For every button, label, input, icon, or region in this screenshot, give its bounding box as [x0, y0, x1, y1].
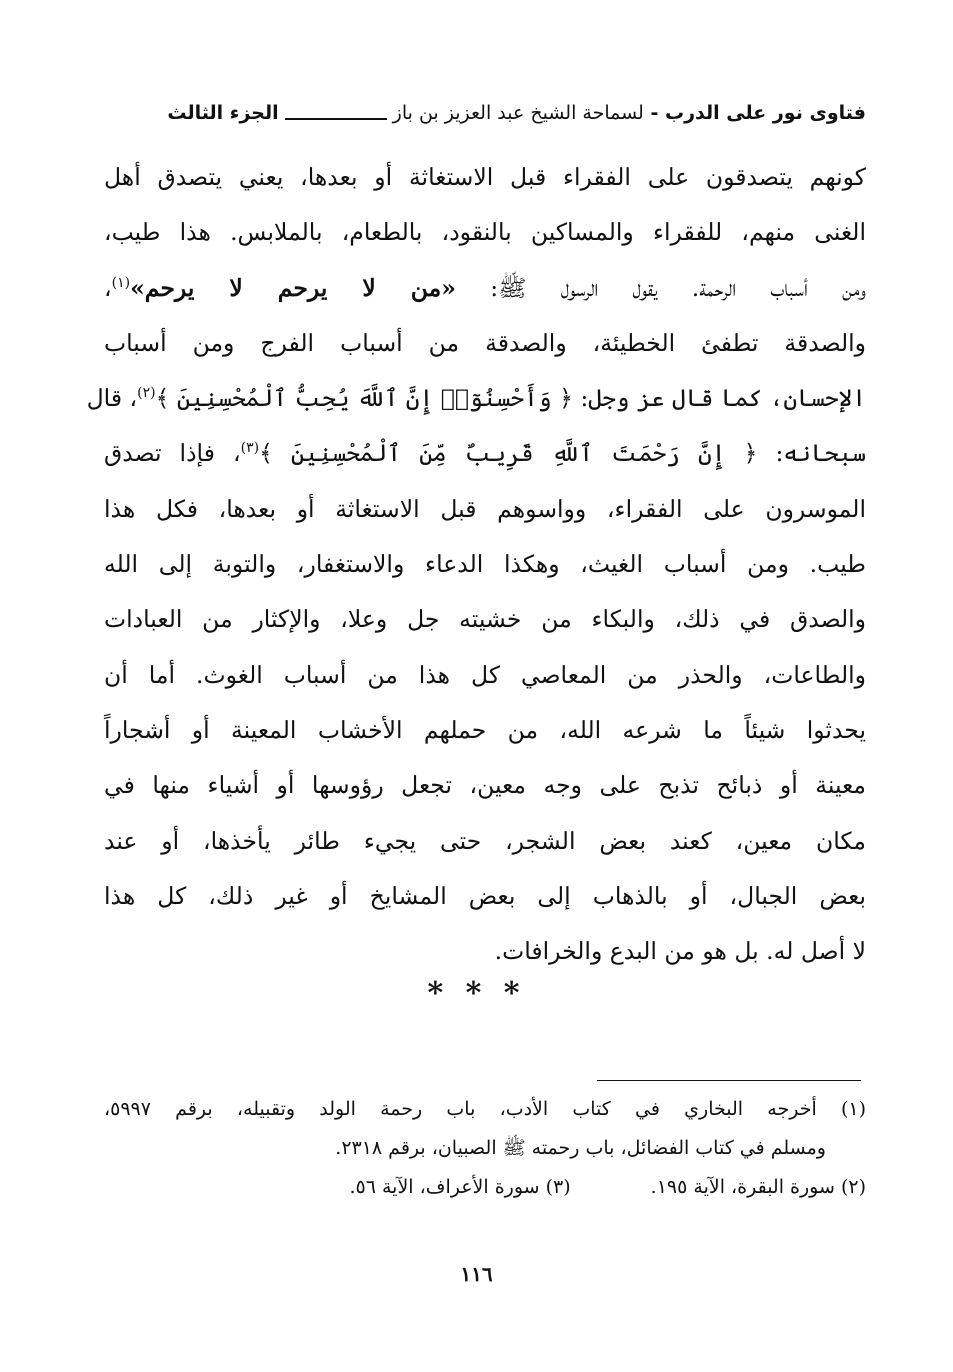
header-rule — [285, 118, 387, 120]
text-line: الموسرون على الفقراء، وواسوهم قبل الاستغاثة أو بعدها، فكل هذا — [104, 494, 866, 523]
running-header — [104, 96, 866, 130]
text-fragment: ، — [104, 273, 112, 302]
text-line — [104, 426, 866, 481]
quran-verse: ﴿ إِنَّ رَحْمَتَ ٱللَّهِ قَرِيبٌ مِّنَ ٱلْمُحْسِنِينَ ﴾ — [259, 439, 758, 468]
section-separator: * * * — [427, 976, 526, 1011]
footnote-rule — [597, 1080, 861, 1081]
header-dash: - — [650, 102, 659, 124]
text-line: بعض الجبال، أو بالذهاب إلى بعض المشايخ أو غير ذلك، كل هذا — [104, 881, 866, 910]
text-line: والصدق في ذلك، والبكاء من خشيته جل وعلا، والإكثار من العبادات — [104, 605, 866, 634]
text-line: معينة أو ذبائح تذبح على وجه معين، تجعل رؤوسها أو أشياء منها في — [104, 771, 866, 800]
footnote-1: (١) أخرجه البخاري في كتاب الأدب، باب رحمة الولد وتقبيله، برقم ٥٩٩٧، — [104, 1098, 866, 1120]
footnote-ref: (٣) — [240, 440, 260, 457]
text-line — [86, 371, 866, 426]
footnote-ref: (١) — [111, 274, 131, 291]
text-line — [104, 261, 866, 316]
footnotes — [104, 1090, 866, 1207]
page-number: ١١٦ — [460, 1262, 493, 1286]
text-line: الغنى منهم، للفقراء والمساكين بالنقود، بالطعام، بالملابس. هذا طيب، — [104, 218, 866, 247]
quran-verse: ﴿ وَأَحْسِنُوٓا۟ إِنَّ ٱللَّهَ يُحِبُّ ٱلْمُحْسِنِينَ ﴾ — [155, 384, 573, 413]
text-fragment: ومن أسباب الرحمة. يقول الرسول ﷺ: — [490, 273, 866, 302]
footnote-2-3-line — [104, 1168, 866, 1207]
footnote-1-continued: ومسلم في كتاب الفضائل، باب رحمته ﷺ الصبيان، برقم ٢٣١٨. — [335, 1137, 826, 1159]
footnote-2: (٢) سورة البقرة، الآية ١٩٥. — [650, 1176, 866, 1198]
text-line: طيب. ومن أسباب الغيث، وهكذا الدعاء والاستغفار، والتوبة إلى الله — [104, 550, 866, 579]
body-text — [86, 150, 866, 979]
text-line: كونهم يتصدقون على الفقراء قبل الاستغاثة أو بعدها، يعني يتصدق أهل — [104, 163, 866, 191]
text-fragment: الإحسان، كما قال عز وجل: — [580, 384, 866, 413]
text-line: والصدقة تطفئ الخطيئة، والصدقة من أسباب الفرج ومن أسباب — [104, 328, 866, 357]
text-line: لا أصل له. بل هو من البدع والخرافات. — [494, 937, 866, 966]
volume-label: الجزء الثالث — [167, 102, 279, 124]
footnote-ref: (٢) — [137, 385, 156, 402]
text-line: والطاعات، والحذر من المعاصي كل هذا من أسباب الغوث. أما أن — [104, 660, 866, 689]
hadith-quote: «من لا يرحم لا يرحم» — [130, 273, 456, 302]
text-fragment: ، قال — [86, 384, 138, 413]
text-line: مكان معين، كعند بعض الشجر، حتى يجيء طائر يأخذها، أو عند — [104, 826, 866, 855]
text-fragment: سبحانه: — [775, 439, 866, 468]
footnote-3: (٣) سورة الأعراف، الآية ٥٦. — [349, 1176, 571, 1198]
book-title: فتاوى نور على الدرب — [665, 102, 866, 124]
author-name: لسماحة الشيخ عبد العزيز بن باز — [392, 102, 644, 124]
text-line: يحدثوا شيئاً ما شرعه الله، من حملهم الأخشاب المعينة أو أشجاراً — [104, 715, 866, 744]
text-fragment: ، فإذا تصدق — [104, 439, 241, 468]
